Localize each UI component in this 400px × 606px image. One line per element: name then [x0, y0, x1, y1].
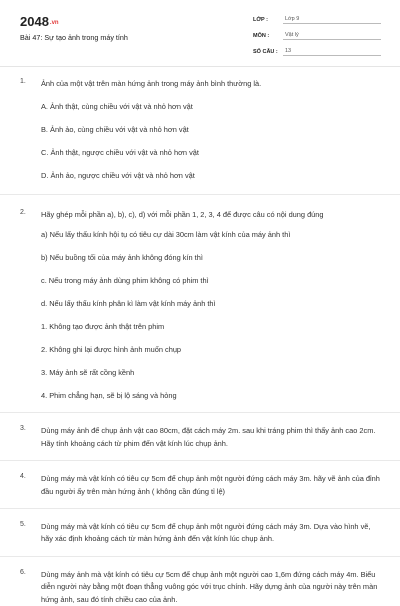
- question-6: [0, 557, 400, 606]
- question-number: 5.: [20, 521, 26, 529]
- option-d: D. Ảnh ảo, ngược chiều với vật và nhỏ hơn vật: [41, 171, 195, 181]
- question-number: 3.: [20, 425, 26, 433]
- meta-value: Vật lý: [283, 32, 381, 40]
- question-list: [0, 78, 400, 606]
- match-1: 1. Không tạo được ảnh thật trên phim: [41, 322, 165, 332]
- lesson-title: Bài 47: Sự tạo ảnh trong máy tính: [20, 33, 128, 42]
- logo-main: 2048: [20, 14, 49, 29]
- question-text: Dùng máy ảnh mà vật kính có tiêu cự 5cm để chụp ảnh một người cao 1,6m đứng cách máy 4m. Biểu diễn người này bằng một đoạn thẳng vuông góc với trục chính. Hãy dựng ảnh của người này trên màn hứng ảnh, sau đó tính chiều cao của ảnh.: [41, 569, 378, 604]
- match-2: 2. Không ghi lại được hình ảnh muốn chụp: [41, 345, 182, 355]
- question-4: [0, 461, 400, 498]
- option-c: C. Ảnh thật, ngược chiều với vật và nhỏ hơn vật: [41, 148, 199, 158]
- logo-suffix: .vn: [49, 20, 59, 26]
- meta-row-subject: [253, 30, 381, 42]
- match-b: b) Nếu buồng tối của máy ảnh không đóng kín thì: [41, 253, 203, 263]
- option-b: B. Ảnh ảo, cùng chiều với vật và nhỏ hơn vật: [41, 125, 189, 135]
- option-a: A. Ảnh thật, cùng chiều với vật và nhỏ hơn vật: [41, 102, 193, 112]
- question-text: Ảnh của một vật trên màn hứng ảnh trong máy ảnh bình thường là.: [41, 79, 262, 88]
- match-4: 4. Phim chẳng hạn, sẽ bị lộ sáng và hỏng: [41, 391, 177, 401]
- question-text: Hãy ghép mỗi phần a), b), c), d) với mỗi phần 1, 2, 3, 4 để được câu có nội dung đúng: [41, 210, 324, 220]
- header-divider: [0, 66, 400, 67]
- meta-label: LỚP :: [253, 17, 268, 23]
- question-number: 1.: [20, 78, 26, 85]
- question-5: [0, 509, 400, 546]
- meta-label: SỐ CÂU :: [253, 49, 278, 55]
- meta-info: [253, 14, 381, 62]
- question-text: Dùng máy mà vật kính có tiêu cự 5cm để chụp ảnh một người đứng cách máy 3m. hãy vẽ ảnh của đỉnh đầu người ấy trên màn hứng ảnh ( không cần đúng tỉ lệ): [41, 474, 380, 496]
- page-header: [0, 0, 400, 64]
- question-text: Dùng máy mà vật kính có tiêu cự 5cm để chụp ảnh một người đứng cách máy 3m. Dựa vào hình vẽ, hãy xác định khoảng cách từ màn hứng ảnh đến vật kính lúc chụp ảnh.: [41, 522, 371, 544]
- question-1: [0, 78, 400, 182]
- match-a: a) Nếu lấy thấu kính hội tụ có tiêu cự dài 30cm làm vật kính của máy ảnh thì: [41, 230, 291, 240]
- question-number: 4.: [20, 473, 26, 481]
- question-number: 2.: [20, 209, 26, 217]
- match-3: 3. Máy ảnh sẽ rất cồng kềnh: [41, 368, 135, 378]
- match-c: c. Nếu trong máy ảnh dùng phim không có phim thì: [41, 276, 209, 286]
- meta-label: MÔN :: [253, 33, 270, 39]
- match-d: d. Nếu lấy thấu kính phân kì làm vật kính máy ảnh thì: [41, 299, 216, 309]
- meta-value: 13: [283, 48, 381, 56]
- question-2: [0, 195, 400, 402]
- meta-row-class: [253, 14, 381, 26]
- question-3: [0, 413, 400, 450]
- question-number: 6.: [20, 568, 26, 576]
- meta-value: Lớp 9: [283, 16, 381, 24]
- site-logo[interactable]: [20, 14, 59, 29]
- meta-row-count: [253, 46, 381, 58]
- question-text: Dùng máy ảnh để chụp ảnh vật cao 80cm, đặt cách máy 2m. sau khi tráng phim thì thấy ảnh cao 2cm. Hãy tính khoảng cách từ phim đến vật kính lúc chụp ảnh.: [41, 426, 376, 448]
